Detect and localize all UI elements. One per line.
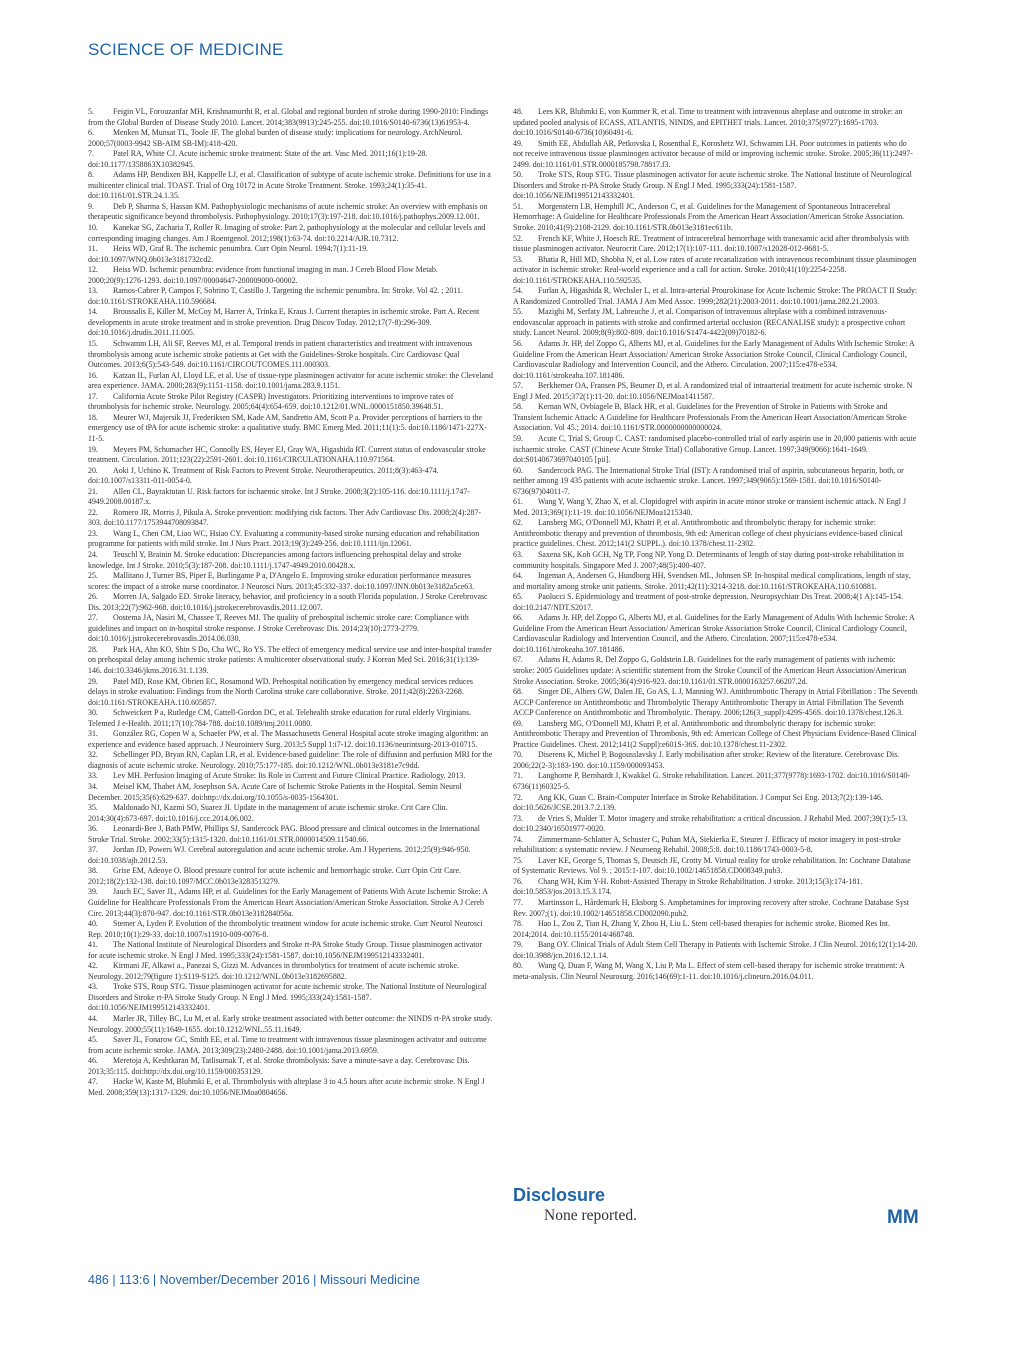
reference-text: Saver JL, Fonarow GC, Smith EE, et al. Time to treatment with intravenous tissue plasminogen activator and outcome from acute ischemic stroke. JAMA. 2013;309(23):2480-2488. doi:10.1001/jama.2013.6959. [88, 1035, 487, 1055]
reference-item [513, 381, 918, 402]
reference-number: 56. [513, 339, 523, 349]
reference-number: 68. [513, 687, 523, 697]
reference-text: Aoki J, Uchino K. Treatment of Risk Factors to Prevent Stroke. Neurotherapeutics. 2011;8(3):463-474. doi:10.1007/s13311-011-0054-0. [88, 465, 439, 486]
reference-text: Menken M, Munsat TL, Toole JF. The global burden of disease study: implications for neurology. ArchNeurol. 2000;57(0003-9942 SB-AIM SB-IM):418-420. [88, 128, 463, 148]
reference-item [513, 234, 918, 255]
reference-number: 47. [88, 1077, 98, 1087]
reference-item [88, 592, 493, 613]
reference-number: 33. [88, 771, 98, 781]
reference-item [88, 961, 493, 982]
reference-item [88, 487, 493, 508]
reference-text: Teuschl Y, Brainin M. Stroke education: Discrepancies among factors influencing prehospital delay and stroke knowledge. Int J Stroke. 2010;5(3):187-208. doi:10.1111/j.1747-4949.2010.00428.x. [88, 549, 462, 570]
reference-number: 62. [513, 518, 523, 528]
reference-item [513, 255, 918, 287]
reference-item [88, 729, 493, 750]
reference-item [88, 750, 493, 771]
reference-text: Schweickert P a, Rutledge CM, Cattell-Gordon DC, et al. Telehealth stroke education for rural elderly Virginians. Telemed J e-Health. 2011;17(10):784-788. doi:10.1089/tmj.2011.0080. [88, 708, 472, 728]
reference-item [513, 877, 918, 898]
reference-number: 80. [513, 961, 523, 971]
reference-item [88, 866, 493, 887]
reference-text: Park HA, Ahn KO, Shin S Do, Cha WC, Ro YS. The effect of emergency medical service use and inter-hospital transfer on prehospital delay among ischemic stroke patients: A multicenter observational study. J Korean Med Sci. 2016;31(1):139-146. doi:10.3346/jkms.2016.31.1.139. [88, 644, 492, 675]
reference-item [88, 824, 493, 845]
reference-number: 70. [513, 750, 523, 760]
reference-number: 11. [88, 244, 98, 254]
reference-text: California Acute Stroke Pilot Registry (CASPR) Investigators. Prioritizing interventions to improve rates of thrombolysis for ischemic stroke. Neurology. 2005;64(4):654-659. doi:10.1212/01.WNL.0000151850.39648.51. [88, 391, 454, 412]
reference-text: Mazighi M, Serfaty JM, Labreuche J, et al. Comparison of intravenous alteplase with a combined intravenous-endovascular approach in patients with stroke and confirmed arterial occlusion (RECANALISE study): a prospective cohort study. Lancet Neurol. 2009;8(9):802-809. doi:10.1016/S1474-4422(09)70182-6. [513, 307, 906, 338]
disclosure-section [513, 1185, 933, 1225]
reference-text: The National Institute of Neurological Disorders and Stroke rt-PA Stroke Study Group. Tissue plasminogen activator for acute ischemic stroke. N Engl J Med. 1995;333(24):1581-1587. doi:10.1056/NEJM199512143332401. [88, 940, 482, 960]
reference-text: Bhatia R, Hill MD, Shobha N, et al. Low rates of acute recanalization with intravenous recombinant tissue plasminogen activator in ischemic stroke: Real-world experience and a call for action. Stroke. 2010;41(10):2254-2258. doi:10.1161/STROKEAHA.110.592535. [513, 254, 917, 285]
reference-text: Paolucci S. Epidemiology and treatment of post-stroke depression. Neuropsychiatr Dis Treat. 2008;4(1 A):145-154. doi:10.2147/NDT.S2017. [513, 592, 904, 612]
reference-text: Schwamm LH, Ali SF, Reeves MJ, et al. Temporal trends in patient characteristics and treatment with intravenous thrombolysis among acute ischemic stroke patients at Get with the Guidelines-Stroke hospitals. Circ Cardiovasc Qual Outcomes. 2013;6(5):543-549. doi:10.1161/CIRCOUTCOMES.111.000303. [88, 339, 473, 370]
reference-item [513, 793, 918, 814]
reference-number: 35. [88, 803, 98, 813]
reference-item [513, 655, 918, 687]
reference-item [513, 771, 918, 792]
reference-number: 41. [88, 940, 98, 950]
reference-number: 42. [88, 961, 98, 971]
reference-number: 25. [88, 571, 98, 581]
reference-text: Diserens K, Michel P, Bogousslavsky J. Early mobilisation after stroke: Review of the literature. Cerebrovasc Dis. 2006;22(2-3):183-190. doi:10.1159/000093453. [513, 750, 900, 770]
reference-text: Troke STS, Roup STG. Tissue plasminogen activator for acute ischemic stroke. The National Institute of Neurological Disorders and Stroke rt-PA Stroke Study Group. N Engl J Med. 1995;333(24):1581-1587. doi:10.1056/NEJM199512143332401. [88, 982, 487, 1013]
reference-number: 64. [513, 571, 523, 581]
reference-text: Grise EM, Adeoye O. Blood pressure control for acute ischemic and hemorrhagic stroke. Curr Opin Crit Care. 2012;18(2):132-138. doi:10.1097/MCC.0b013e3283513279. [88, 866, 461, 886]
reference-text: Marler JR, Tilley BC, Lu M, et al. Early stroke treatment associated with better outcome: the NINDS rt-PA stroke study. Neurology. 2000;55(11):1649-1655. doi:10.1212/WNL.55.11.1649. [88, 1014, 493, 1034]
reference-text: González RG, Copen W a, Schaefer PW, et al. The Massachusetts General Hospital acute stroke imaging algorithm: an experience and evidence based approach. J Neurointerv Surg. 2013;5 Suppl 1:i7-12. doi:10.1136/neurintsurg-2013-010715. [88, 729, 489, 749]
reference-item [513, 434, 918, 466]
reference-number: 44. [88, 1014, 98, 1024]
reference-text: Smith EE, Abdullah AR, Petkovska I, Rosenthal E, Koroshetz WJ, Schwamm LH. Poor outcomes in patients who do not receive intravenous tissue plasminogen activator because of mild or improving ischemic stroke. Stroke. 2005;36(11):2497-2499. doi:10.1161/01.STR.0000185798.78817.f3. [513, 138, 913, 169]
reference-item [513, 919, 918, 940]
reference-item [513, 613, 918, 655]
reference-number: 9. [88, 201, 94, 211]
reference-item [88, 571, 493, 592]
reference-text: Chang WH, Kim Y-H. Robot-Assisted Therapy in Stroke Rehabilitation. J stroke. 2013;15(3):174-181. doi:10.5853/jos.2013.15.3.174. [513, 876, 863, 897]
reference-number: 39. [88, 887, 98, 897]
reference-number: 5. [88, 107, 94, 116]
reference-text: Singer DE, Albers GW, Dalen JE, Go AS, L J, Manning WJ. Antithrombotic Therapy in Atrial Fibrillation : The Seventh ACCP Conference on Antithrombotic and Thrombolytic Therapy Antithrombotic Therapy in Atrial Fibrillation The Seventh ACCP Conference on Antithrombotic and Thrombolytic. Therapy. 2006;126(3_suppl):429S-456S. doi:10.1378/chest.126.3. [513, 687, 918, 718]
reference-item [513, 286, 918, 307]
reference-number: 61. [513, 497, 523, 507]
reference-item [88, 708, 493, 729]
reference-number: 77. [513, 898, 523, 908]
reference-item [88, 149, 493, 170]
reference-text: Meretoja A, Keshtkaran M, Tatlisumak T, et al. Stroke thrombolysis: Save a minute-save a day. Cerebrovasc Dis. 2013;35:115. doi:http://dx.doi.org/10.1159/000353129. [88, 1056, 470, 1076]
reference-text: Hao L, Zou Z, Tian H, Zhang Y, Zhou H, Liu L. Stem cell-based therapies for ischemic stroke. Biomed Res Int. 2014;2014. doi:10.1155/2014/468748. [513, 919, 890, 939]
reference-item [88, 1035, 493, 1056]
reference-item [88, 1077, 493, 1098]
reference-item [88, 1056, 493, 1077]
reference-text: Lansberg MG, O'Donnell MJ, Khatri P, et al. Antithrombotic and thrombolytic therapy for ischemic stroke: Antithrombotic Therapy and Prevention of Thrombosis, 9th ed: American College of Chest Physicians Evidence-Based Clinical Practice Guidelines. Chest. 2012;141(2 Suppl):e601S-36S. doi:10.1378/chest.11-2302. [513, 718, 917, 749]
reference-number: 54. [513, 286, 523, 296]
reference-number: 60. [513, 465, 523, 475]
reference-number: 24. [88, 549, 98, 559]
reference-number: 20. [88, 465, 98, 475]
reference-number: 30. [88, 708, 98, 718]
reference-number: 79. [513, 940, 523, 950]
reference-item [88, 244, 493, 265]
reference-text: Wang Q, Duan F, Wang M, Wang X, Liu P, Ma L. Effect of stem cell-based therapy for ischemic stroke treatment: A meta-analysis. Clin Neurol Neurosurg. 2016;146(69):1-11. doi:10.1016/j.clineuro.2016.04.011. [513, 961, 905, 981]
reference-item [88, 508, 493, 529]
reference-text: Leonardi-Bee J, Bath PMW, Phillips SJ, Sandercock PAG. Blood pressure and clinical outcomes in the International Stroke Trial. Stroke. 2002;33(5):1315-1320. doi:10.1161/01.STR.0000014509.11540.66. [88, 824, 480, 844]
reference-text: Oostema JA, Nasiri M, Chassee T, Reeves MJ. The quality of prehospital ischemic stroke care: Compliance with guidelines and impact on in-hospital stroke response. J Stroke Cerebrovasc Dis. 2014;23(10):2773-2779. doi:10.1016/j.jstrokecerebrovasdis.2014.06.030. [88, 613, 469, 644]
reference-number: 40. [88, 919, 98, 929]
reference-item [88, 223, 493, 244]
reference-number: 66. [513, 613, 523, 623]
reference-number: 22. [88, 507, 98, 517]
reference-item [88, 371, 493, 392]
references-column-right [513, 107, 918, 982]
reference-number: 65. [513, 592, 523, 602]
reference-text: Lansberg MG, O'Donnell MJ, Khatri P, et al. Antithrombotic and thrombolytic therapy for ischemic stroke: Antithrombotic therapy and prevention of thrombosis, 9th ed: American college of chest physicians evidence-based clinical practice guidelines. Chest. 2012;141(2 SUPPL.). doi:10.1378/chest.11-2302. [513, 518, 903, 549]
reference-text: Romero JR, Morris J, Pikula A. Stroke prevention: modifying risk factors. Ther Adv Cardiovasc Dis. 2008;2(4):287-303. doi:10.1177/1753944708093847. [88, 507, 482, 528]
reference-number: 13. [88, 286, 98, 296]
reference-item [513, 307, 918, 339]
reference-text: Adams Jr. HP, del Zoppo G, Alberts MJ, et al. Guidelines for the Early Management of Adults With Ischemic Stroke: A Guideline From the American Heart Association/ American Stroke Association Stroke Council, Clinical Cardiology Council, Cardiovascular Radiology and Intervention Council, and the Athero. Circulation. 2007;115:e478-e534. doi:10.1161/strokeaha.107.181486. [513, 613, 915, 654]
reference-text: Kirmani JF, Alkawi a., Panezai S, Gizzi M. Advances in thrombolytics for treatment of acute ischemic stroke. Neurology. 2012;79(figure 1):S119-S125. doi:10.1212/WNL.0b013e3182695882. [88, 961, 460, 981]
reference-text: Schellinger PD, Bryan RN, Caplan LR, et al. Evidence-based guideline: The role of diffusion and perfusion MRI for the diagnosis of acute ischemic stroke. Neurology. 2010;75:177-185. doi:10.1212/WNL.0b013e3181e7c9dd. [88, 750, 493, 770]
reference-number: 38. [88, 866, 98, 876]
reference-number: 63. [513, 549, 523, 559]
reference-number: 17. [88, 391, 98, 401]
reference-text: Laver KE, George S, Thomas S, Deutsch JE, Crotty M. Virtual reality for stroke rehabilitation. In: Cochrane Database of Systematic Reviews. Vol 9. ; 2015:1-107. doi:10.1002/14651858.CD008349.pub3. [513, 855, 911, 876]
reference-text: Kernan WN, Ovbiagele B, Black HR, et al. Guidelines for the Prevention of Stroke in Patients with Stroke and Transient Ischemic Attack: A Guideline for Healthcare Professionals From the American Heart Association/American Stroke Association. Vol 45.; 2014. doi:10.1161/STR.0000000000000024. [513, 402, 907, 433]
reference-text: Adams H, Adams R, Del Zoppo G, Goldstein LB. Guidelines for the early management of patients with ischemic stroke: 2005 Guidelines update: A scientific statement from the Stroke Council of the American Heart Association/American Stroke Association. Stroke. 2005;36(4):916-923. doi:10.1161/01.STR.0000163257.66207.2d. [513, 655, 907, 686]
reference-text: Heiss WD. Ischemic penumbra: evidence from functional imaging in man. J Cereb Blood Flow Metab. 2000;20(9):1276-1293. doi:10.1097/00004647-200009000-00002. [88, 265, 438, 285]
reference-text: Kanekar SG, Zacharia T, Roller R. Imaging of stroke: Part 2, pathophysiology at the molecular and cellular levels and corresponding imaging changes. Am J Roentgenol. 2012;198(1):63-74. doi:10.2214/AJR.10.7312. [88, 223, 486, 243]
reference-number: 16. [88, 370, 98, 380]
reference-item [513, 202, 918, 234]
reference-item [88, 286, 493, 307]
reference-text: Meyers PM, Schumacher HC, Connolly ES, Heyer EJ, Gray WA, Higashida RT. Current status of endovascular stroke treatment. Circulation. 2011;123(22):2591-2601. doi:10.1161/CIRCULATIONAHA.110.971564. [88, 444, 486, 465]
reference-number: 53. [513, 254, 523, 264]
page-footer: 486 | 113:6 | November/December 2016 | Missouri Medicine [88, 1273, 420, 1287]
reference-text: Heiss WD, Graf R. The ischemic penumbra. Curr Opin Neurol. 1994;7(1):11-19. doi:10.1097/WNQ.0b013e3181732cd2. [88, 244, 369, 264]
reference-item [88, 107, 493, 128]
reference-text: Patel RA, White CJ. Acute ischemic stroke treatment: State of the art. Vasc Med. 2011;16(1):19-28. doi:10.1177/1358863X10382945. [88, 149, 428, 169]
reference-item [88, 529, 493, 550]
reference-text: Adams Jr. HP, del Zoppo G, Alberts MJ, et al. Guidelines for the Early Management of Adults With Ischemic Stroke: A Guideline From the American Heart Association/ American Stroke Association Stroke Council, Clinical Cardiology Council, Cardiovascular Radiology and Intervention Council, and the Athero. Circulation. 2007;115:e478-e534. doi:10.1161/strokeaha.107.181486. [513, 339, 915, 380]
reference-number: 23. [88, 528, 98, 538]
reference-text: Mallitano J, Turner BS, Piper E, Burlingame P a, D'Angelo E. Improving stroke education performance measures scores: the impact of a stroke nurse coordinator. J Neurosci Nurs. 2013;45:332-337. doi:10.1097/JNN.0b013e3182a5ce63. [88, 571, 475, 591]
reference-item [88, 307, 493, 339]
reference-text: Langhorne P, Bernhardt J, Kwakkel G. Stroke rehabilitation. Lancet. 2011;377(9778):1693-1702. doi:10.1016/S0140-6736(11)60325-5. [513, 771, 911, 791]
reference-item [88, 677, 493, 709]
reference-number: 49. [513, 138, 523, 148]
reference-number: 74. [513, 834, 523, 844]
reference-number: 36. [88, 824, 98, 834]
reference-item [88, 128, 493, 149]
reference-text: Deb P, Sharma S, Hassan KM. Pathophysiologic mechanisms of acute ischemic stroke: An overview with emphasis on therapeutic significance beyond thrombolysis. Pathophysiology. 2010;17(3):197-218. doi:10.1016/j.pathophys.2009.12.001. [88, 201, 488, 222]
reference-number: 21. [88, 486, 98, 496]
reference-item [513, 835, 918, 856]
reference-number: 32. [88, 750, 98, 760]
reference-item [513, 940, 918, 961]
reference-item [513, 518, 918, 550]
reference-text: Morren JA, Salgado ED. Stroke literacy, behavior, and proficiency in a south Florida population. J Stroke Cerebrovasc Dis. 2013;22(7):962-968. doi:10.1016/j.jstrokecerebrovasdis.2011.12.007. [88, 592, 488, 612]
reference-item [513, 466, 918, 498]
reference-number: 10. [88, 223, 98, 233]
reference-text: Patel MD, Rose KM, Obrien EC, Rosamond WD. Prehospital notification by emergency medical services reduces delays in stroke evaluation: Findings from the North Carolina stroke care collaborative. Stroke. 2011;42(8):2263-2268. doi:10.1161/STROKEAHA.110.605857. [88, 676, 473, 707]
reference-number: 6. [88, 128, 94, 138]
reference-item [88, 982, 493, 1014]
reference-number: 73. [513, 813, 523, 823]
reference-item [88, 940, 493, 961]
reference-number: 48. [513, 107, 523, 116]
reference-text: Broussalis E, Killer M, McCoy M, Harrer A, Trinka E, Kraus J. Current therapies in ischemic stroke. Part A. Recent developments in acute stroke treatment and in stroke prevention. Drug Discov Today. 2012;17(7-8):296-309. doi:10.1016/j.drudis.2011.11.005. [88, 307, 480, 338]
reference-number: 15. [88, 339, 98, 349]
reference-text: Meurer WJ, Majersik JJ, Frederiksen SM, Kade AM, Sandretto AM, Scott P a. Provider perceptions of barriers to the emergency use of tPA for acute ischemic stroke: a qualitative study. BMC Emerg Med. 2011;11(1):5. doi:10.1186/1471-227X-11-5. [88, 412, 487, 443]
references-column-left [88, 107, 493, 1098]
reference-number: 76. [513, 876, 523, 886]
reference-item [513, 856, 918, 877]
reference-item [88, 613, 493, 645]
reference-item [88, 265, 493, 286]
reference-text: Ramos-Cabrer P, Campos F, Sobrino T, Castillo J. Targeting the ischemic penumbra. In: Stroke. Vol 42. ; 2011. doi:10.1161/STROKEAHA.110.596684. [88, 286, 463, 306]
reference-item [88, 550, 493, 571]
reference-item [88, 392, 493, 413]
reference-text: Meisel KM, Thabet AM, Josephson SA. Acute Care of Ischemic Stroke Patients in the Hospital. Semin Neurol December. 2015;35(6):629-637. doi:http://dx.doi.org/10.1055/s-0035-1564301. [88, 782, 462, 802]
reference-item [88, 771, 493, 782]
reference-number: 75. [513, 855, 523, 865]
reference-item [88, 466, 493, 487]
reference-number: 46. [88, 1056, 98, 1066]
reference-item [513, 687, 918, 719]
reference-text: French KF, White J, Hoesch RE. Treatment of intracerebral hemorrhage with tranexamic acid after thrombolysis with tissue plasminogen activator. Neurocrit Care. 2012;17(1):107-111. doi:10.1007/s12028-012-9681-5. [513, 233, 909, 254]
reference-number: 51. [513, 201, 523, 211]
reference-text: Acute C, Trial S, Group C. CAST: randomised placebo-controlled trial of early aspirin use in 20,000 patients with acute ischaemic stroke. CAST (Chinese Acute Stroke Trial) Collaborative Group. Lancet. 1997;349(9066):1641-1649. doi:S0140673697040105 [pii]. [513, 433, 917, 465]
reference-text: Stemer A, Lyden P. Evolution of the thrombolytic treatment window for acute ischemic stroke. Curr Neurol Neurosci Rep. 2010;10(1):29-33. doi:10.1007/s11910-009-0076-8. [88, 919, 483, 939]
reference-text: Adams HP, Bendixen BH, Kappelle LJ, et al. Classification of subtype of acute ischemic stroke. Definitions for use in a multicenter clinical trial. TOAST. Trial of Org 10172 in Acute Stroke Treatment. Stroke. 1993;24(1):35-41. doi:10.1161/01.STR.24.1.35. [88, 170, 491, 201]
reference-text: Bang OY. Clinical Trials of Adult Stem Cell Therapy in Patients with Ischemic Stroke. J Clin Neurol. 2016;12(1):14-20. doi:10.3988/jcn.2016.12.1.14. [513, 940, 918, 960]
reference-text: Katzan IL, Furlan AJ, Lloyd LE, et al. Use of tissue-type plasminogen activator for acute ischemic stroke: the Cleveland area experience. JAMA. 2000;283(9):1151-1158. doi:10.1001/jama.283.9.1151. [88, 370, 493, 391]
reference-text: Troke STS, Roup STG. Tissue plasminogen activator for acute ischemic stroke. The National Institute of Neurological Disorders and Stroke rt-PA Stroke Study Group. N Engl J Med. 1995;333(24):1581-1587. doi:10.1056/NEJM199512143332401. [513, 170, 912, 201]
reference-item [513, 497, 918, 518]
reference-item [88, 339, 493, 371]
disclosure-text: None reported. [544, 1207, 637, 1224]
reference-number: 55. [513, 307, 523, 317]
reference-text: Zimmermann-Schlatter A, Schuster C, Puhan MA, Siekierka E, Steurer J. Efficacy of motor imagery in post-stroke rehabilitation: a systematic review. J Neuroeng Rehabil. 2008;5:8. doi:10.1186/1743-0003-5-8. [513, 834, 901, 855]
reference-item [513, 571, 918, 592]
reference-text: Maldonado NJ, Kazmi SO, Suarez JI. Update in the management of acute ischemic stroke. Crit Care Clin. 2014;30(4):673-697. doi:10.1016/j.ccc.2014.06.002. [88, 803, 448, 823]
reference-number: 37. [88, 845, 98, 855]
reference-item [513, 170, 918, 202]
reference-item [88, 645, 493, 677]
reference-number: 31. [88, 729, 98, 739]
reference-number: 14. [88, 307, 98, 317]
reference-number: 29. [88, 676, 98, 686]
reference-item [88, 413, 493, 445]
reference-item [513, 550, 918, 571]
missouri-medicine-logo: MM [887, 1207, 919, 1228]
reference-number: 67. [513, 655, 523, 665]
reference-item [513, 339, 918, 381]
reference-item [513, 719, 918, 751]
reference-item [513, 814, 918, 835]
reference-item [88, 1014, 493, 1035]
reference-text: de Vries S, Mulder T. Motor imagery and stroke rehabilitation: a critical discussion. J Rehabil Med. 2007;39(1):5-13. doi:10.2340/16501977-0020. [513, 813, 908, 834]
reference-number: 43. [88, 982, 98, 992]
reference-text: Morgenstern LB, Hemphill JC, Anderson C, et al. Guidelines for the Management of Spontaneous Intracerebral Hemorrhage: A Guideline for Healthcare Professionals From the American Heart Association/American Stroke Association. Stroke. 2010;41(9):2108-2129. doi:10.1161/STR.0b013e3181ec611b. [513, 201, 905, 233]
reference-item [513, 961, 918, 982]
reference-number: 59. [513, 433, 523, 443]
reference-item [88, 887, 493, 919]
reference-item [88, 803, 493, 824]
reference-item [513, 898, 918, 919]
reference-text: Jauch EC, Saver JL, Adams HP, et al. Guidelines for the Early Management of Patients With Acute Ischemic Stroke: A Guideline for Healthcare Professionals From the American Heart Association/American Stroke Association. Stroke A J Cereb Circ. 2013;44(3):870-947. doi:10.1161/STR.0b013e318284056a. [88, 887, 488, 918]
reference-number: 8. [88, 170, 94, 180]
disclosure-heading: Disclosure [513, 1185, 606, 1205]
reference-number: 50. [513, 170, 523, 180]
reference-text: Berkhemer OA, Fransen PS, Beumer D, et al. A randomized trial of intraarterial treatment for acute ischemic stroke. N Engl J Med. 2015;372(1):11-20. doi:10.1056/NEJMoa1411587. [513, 381, 913, 401]
reference-text: Feigin VL, Forouzanfar MH, Krishnamurthi R, et al. Global and regional burden of stroke during 1990-2010: Findings from the Global Burden of Disease Study 2010. Lancet. 2014;383(9913):245-255. doi:10.1016/S0140-6736(13)61953-4. [88, 107, 489, 127]
reference-number: 19. [88, 444, 98, 454]
reference-item [513, 402, 918, 434]
reference-number: 71. [513, 771, 523, 781]
reference-item [513, 592, 918, 613]
reference-number: 58. [513, 402, 523, 412]
reference-number: 52. [513, 233, 523, 243]
reference-item [88, 782, 493, 803]
reference-text: Lees KR, Bluhmki E, von Kummer R, et al. Time to treatment with intravenous alteplase and outcome in stroke: an updated pooled analysis of ECASS, ATLANTIS, NINDS, and EPITHET trials. Lancet. 2010;375(9727):1695-1703. doi:10.1016/S0140-6736(10)60491-6. [513, 107, 903, 138]
reference-item [88, 170, 493, 202]
reference-number: 28. [88, 644, 98, 654]
reference-number: 72. [513, 792, 523, 802]
reference-item [88, 845, 493, 866]
reference-text: Hacke W, Kaste M, Bluhmki E, et al. Thrombolysis with alteplase 3 to 4.5 hours after acute ischemic stroke. N Engl J Med. 2008;359(13):1317-1329. doi:10.1056/NEJMoa0804656. [88, 1077, 485, 1097]
reference-text: Jordan JD, Powers WJ. Cerebral autoregulation and acute ischemic stroke. Am J Hypertens. 2012;25(9):946-950. doi:10.1038/ajh.2012.53. [88, 845, 471, 865]
reference-number: 69. [513, 718, 523, 728]
reference-text: Furlan A, Higashida R, Wechsler L, et al. Intra-arterial Prourokinase for Acute Ischemic Stroke: The PROACT II Study: A Randomized Controlled Trial. JAMA J Am Med Assoc. 1999;282(21):2003-2011. doi:10.1001/jama.282.21.2003. [513, 286, 918, 306]
section-title: SCIENCE OF MEDICINE [88, 40, 284, 59]
reference-text: Allen CL, Bayraktutan U. Risk factors for ischaemic stroke. Int J Stroke. 2008;3(2):105-116. doi:10.1111/j.1747-4949.2008.00187.x. [88, 486, 470, 507]
reference-number: 57. [513, 381, 523, 391]
reference-item [513, 750, 918, 771]
reference-text: Saxena SK, Koh GCH, Ng TP, Fong NP, Yong D. Determinants of length of stay during post-stroke rehabilitation in community hospitals. Singapore Med J. 2007;48(5):400-407. [513, 549, 904, 570]
reference-text: Martinsson L, Hårdemark H, Eksborg S. Amphetamines for improving recovery after stroke. Cochrane Database Syst Rev. 2007;(1). doi:10.1002/14651858.CD002090.pub2. [513, 898, 910, 918]
reference-text: Sandercock PAG. The International Stroke Trial (IST): A randomised trial of aspirin, subcutaneous heparin, both, or neither among 19 435 patients with acute ischaemic stroke. Lancet. 1997;349(9065):1569-1581. doi:10.1016/S0140-6736(97)04011-7. [513, 465, 904, 496]
reference-item [88, 202, 493, 223]
reference-item [513, 107, 918, 139]
reference-text: Ingeman A, Andersen G, Hundborg HH, Svendsen ML, Johnsen SP. In-hospital medical complications, length of stay, and mortality among stroke unit patients. Stroke. 2011;42(11):3214-3218. doi:10.1161/STROKEAHA.110.610881. [513, 571, 911, 591]
reference-number: 7. [88, 149, 94, 159]
reference-number: 27. [88, 613, 98, 623]
reference-text: Wang L, Chen CM, Liao WC, Hsiao CY. Evaluating a community-based stroke nursing education and rehabilitation programme for patients with mild stroke. Int J Nurs Pract. 2013;19(3):249-256. doi:10.1111/ijn.12061. [88, 528, 480, 549]
reference-number: 12. [88, 265, 98, 275]
reference-text: Ang KK, Guan C. Brain-Computer Interface in Stroke Rehabilitation. J Comput Sci Eng. 2013;7(2):139-146. doi:10.5626/JCSE.2013.7.2.139. [513, 792, 883, 813]
reference-text: Lev MH. Perfusion Imaging of Acute Stroke: Its Role in Current and Future Clinical Practice. Radiology. 2013. [113, 771, 466, 781]
reference-text: Wang Y, Wang Y, Zhao X, et al. Clopidogrel with aspirin in acute minor stroke or transient ischemic attack. N Engl J Med. 2013;369(1):11-19. doi:10.1056/NEJMoa1215340. [513, 497, 907, 517]
reference-number: 34. [88, 782, 98, 791]
reference-item [513, 139, 918, 171]
reference-item [88, 445, 493, 466]
reference-item [88, 919, 493, 940]
reference-number: 18. [88, 412, 98, 422]
reference-number: 45. [88, 1035, 98, 1045]
reference-number: 78. [513, 919, 523, 929]
reference-number: 26. [88, 592, 98, 602]
